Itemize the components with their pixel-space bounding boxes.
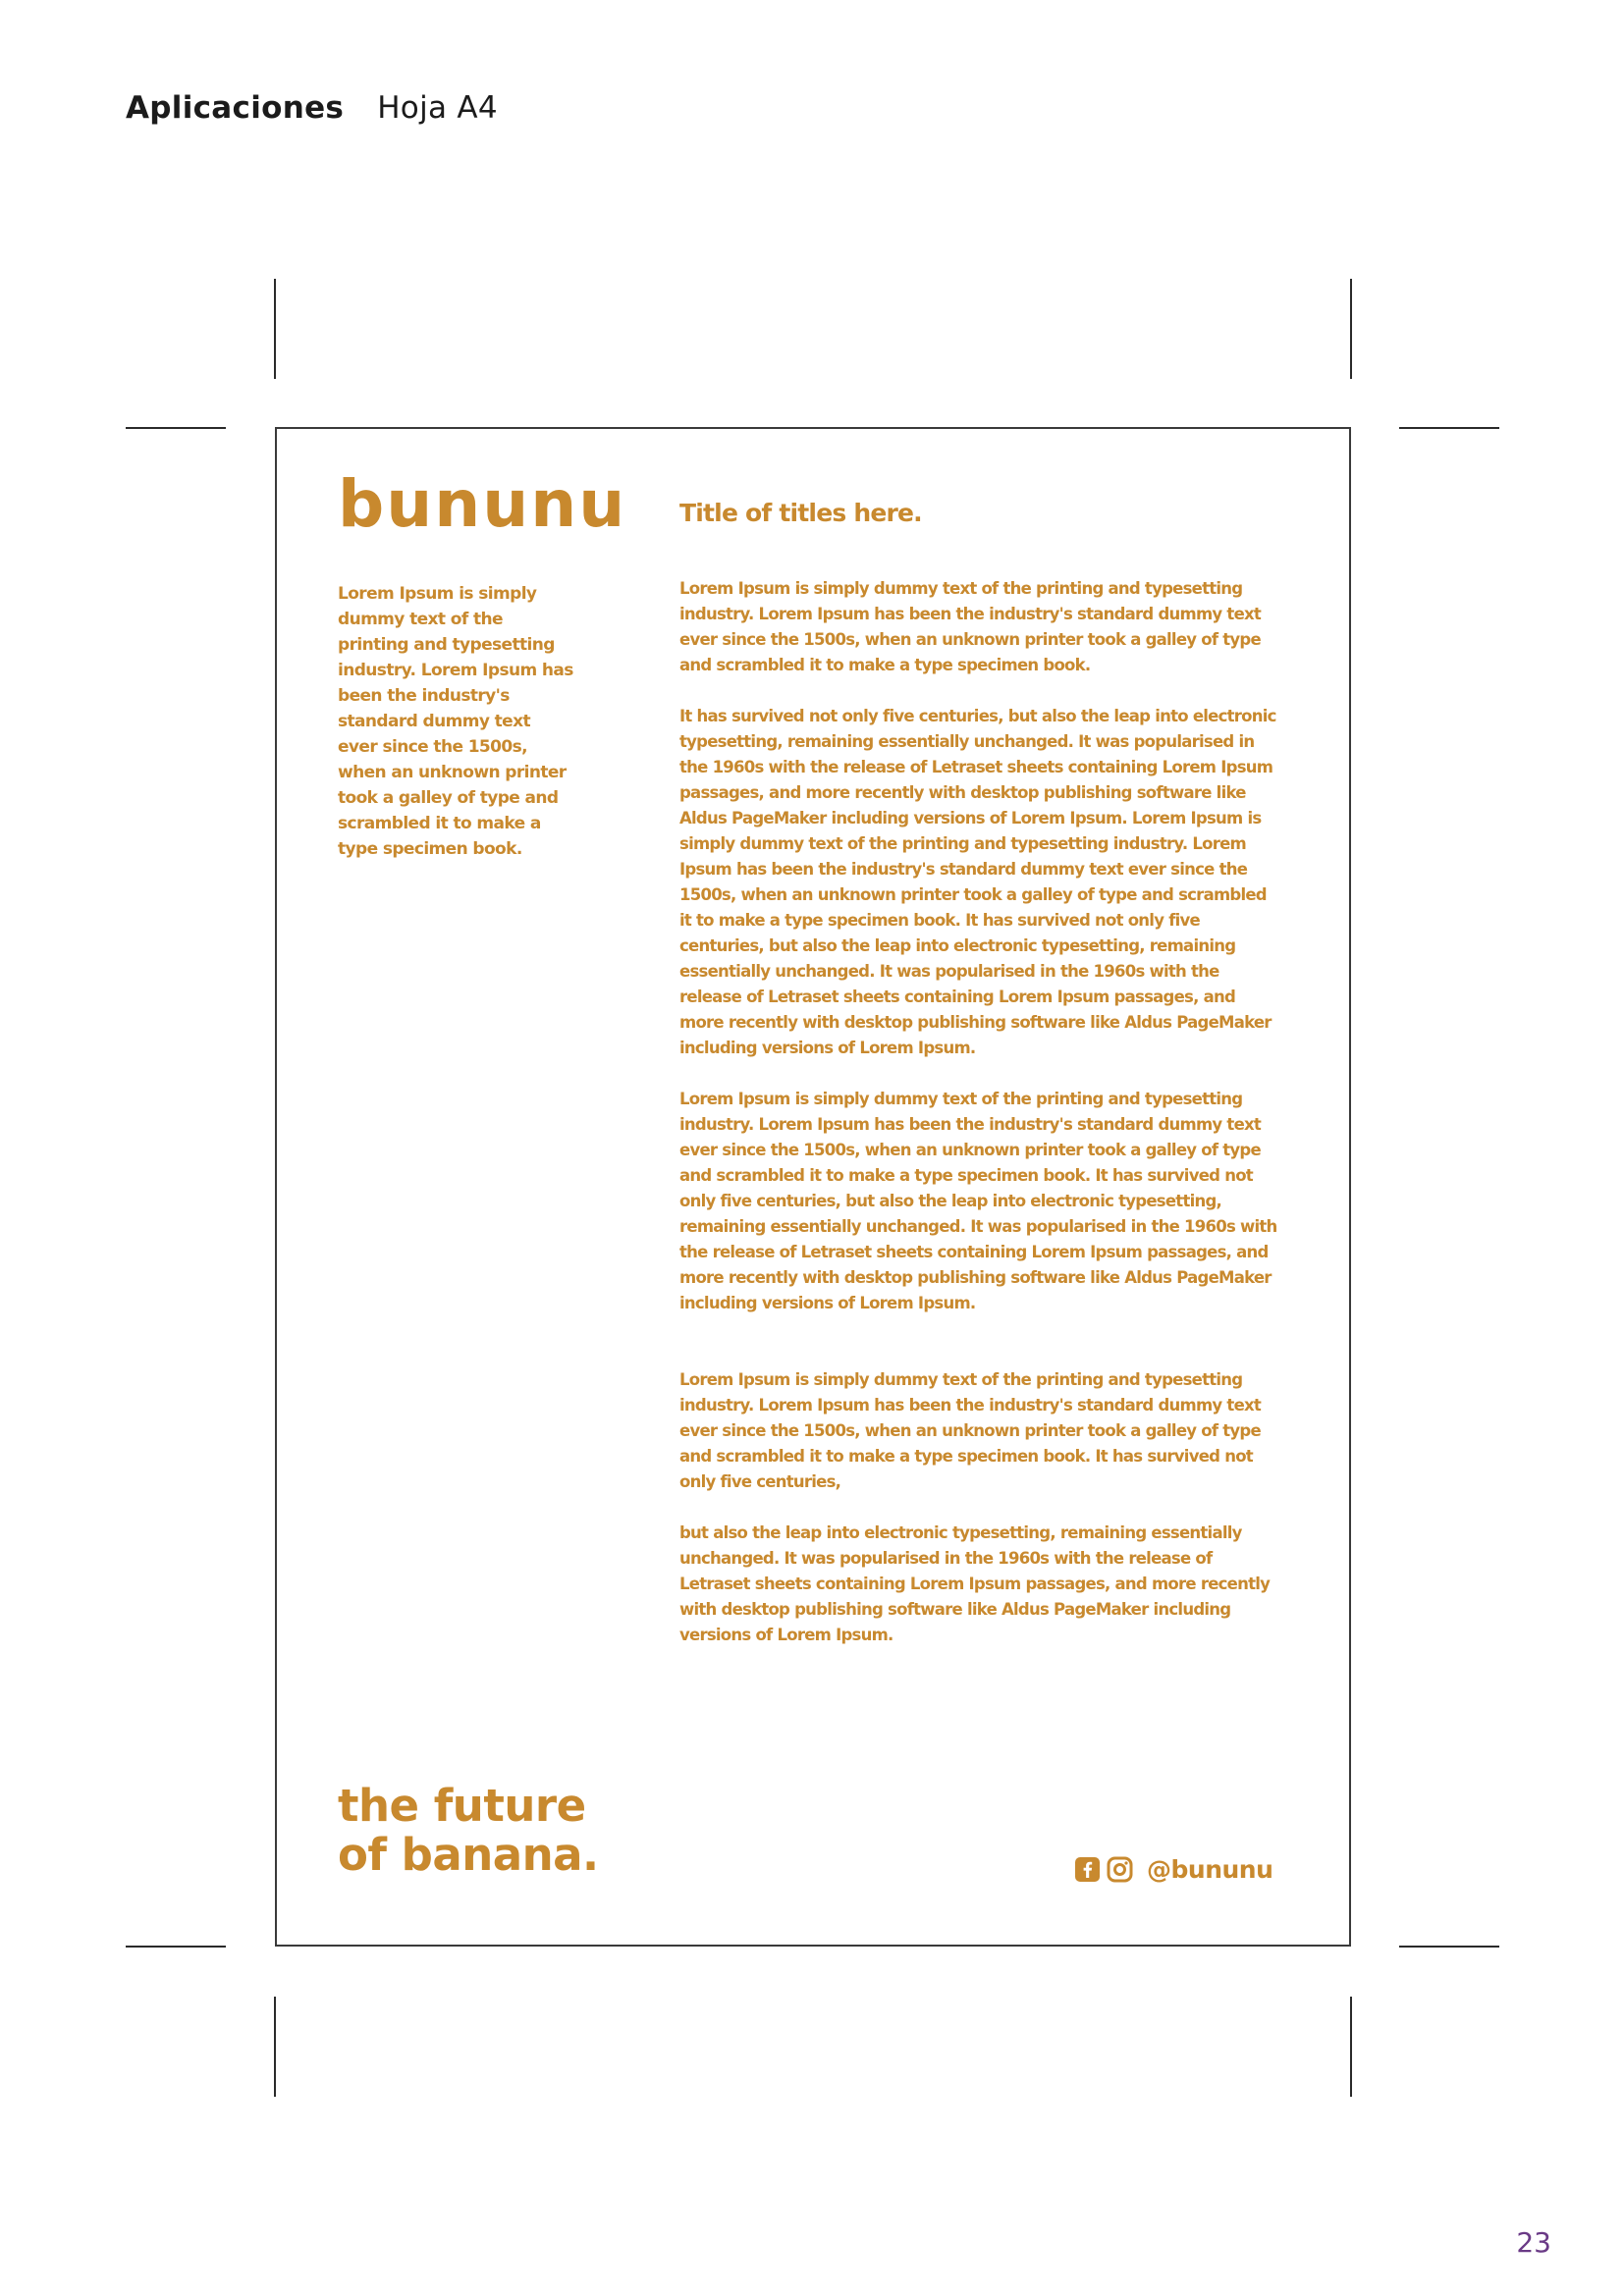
social-block (1074, 1855, 1272, 1884)
section-subtitle: Hoja A4 (377, 90, 498, 126)
tagline-line-2: of banana. (338, 1829, 599, 1881)
instagram-icon (1107, 1856, 1133, 1883)
facebook-icon (1074, 1856, 1101, 1883)
crop-mark-top-right (1350, 279, 1352, 379)
body-paragraph-5: but also the leap into electronic typesetting, remaining essentially unchanged. It was popularised in the 1960s with the release of Letraset sheets containing Lorem Ipsum passages, and more recently with desktop publishing software like Aldus PageMaker including versions of Lorem Ipsum. (679, 1523, 1271, 1644)
crop-mark-bottom-left (274, 1997, 276, 2097)
sidebar-paragraph: Lorem Ipsum is simply dummy text of the printing and typesetting industry. Lorem Ipsum has been the industry's standard dummy text ever since the 1500s, when an unknown printer took a galley of type and scrambled it to make a type specimen book. (338, 584, 573, 859)
section-title: Aplicaciones (126, 90, 345, 126)
crop-mark-right-top (1399, 427, 1499, 429)
sheet-title: Title of titles here. (679, 499, 922, 527)
body-paragraph-4: Lorem Ipsum is simply dummy text of the printing and typesetting industry. Lorem Ipsum has been the industry's standard dummy text ever since the 1500s, when an unknown printer took a galley of type and scrambled it to make a type specimen book. It has survived not only five centuries, (679, 1370, 1262, 1491)
body-paragraph-1: Lorem Ipsum is simply dummy text of the printing and typesetting industry. Lorem Ipsum has been the industry's standard dummy text ever since the 1500s, when an unknown printer took a galley of type and scrambled it to make a type specimen book. (679, 579, 1262, 674)
a4-sheet-mockup (275, 427, 1351, 1947)
tagline-line-1: the future (338, 1780, 586, 1832)
tagline (338, 1782, 599, 1880)
crop-mark-right-bottom (1399, 1946, 1499, 1948)
body-paragraph-3: Lorem Ipsum is simply dummy text of the printing and typesetting industry. Lorem Ipsum has been the industry's standard dummy text ever since the 1500s, when an unknown printer took a galley of type and scrambled it to make a type specimen book. It has survived not only five centuries, but also the leap into electronic typesetting, remaining essentially unchanged. It was popularised in the 1960s with the release of Letraset sheets containing Lorem Ipsum passages, and more recently with desktop publishing software like Aldus PageMaker including versions of Lorem Ipsum. (679, 1090, 1277, 1312)
social-handle: @bununu (1147, 1855, 1273, 1884)
page-header (126, 90, 498, 126)
crop-mark-top-left (274, 279, 276, 379)
page-number: 23 (1516, 2226, 1551, 2259)
brand-logo: bununu (338, 466, 627, 542)
crop-mark-bottom-right (1350, 1997, 1352, 2097)
crop-mark-left-bottom (126, 1946, 226, 1948)
body-column (679, 576, 1278, 1674)
crop-mark-left-top (126, 427, 226, 429)
body-paragraph-2: It has survived not only five centuries, but also the leap into electronic typesetting, remaining essentially unchanged. It was popularised in the 1960s with the release of Letraset sheets containing Lorem Ipsum passages, and more recently with desktop publishing software like Aldus PageMaker including versions of Lorem Ipsum. Lorem Ipsum is simply dummy text of the printing and typesetting industry. Lorem Ipsum has been the industry's standard dummy text ever since the 1500s, when an unknown printer took a galley of type and scrambled it to make a type specimen book. It has survived not only five centuries, but also the leap into electronic typesetting, remaining essentially unchanged. It was popularised in the 1960s with the release of Letraset sheets containing Lorem Ipsum passages, and more recently with desktop publishing software like Aldus PageMaker including versions of Lorem Ipsum. (679, 707, 1276, 1057)
